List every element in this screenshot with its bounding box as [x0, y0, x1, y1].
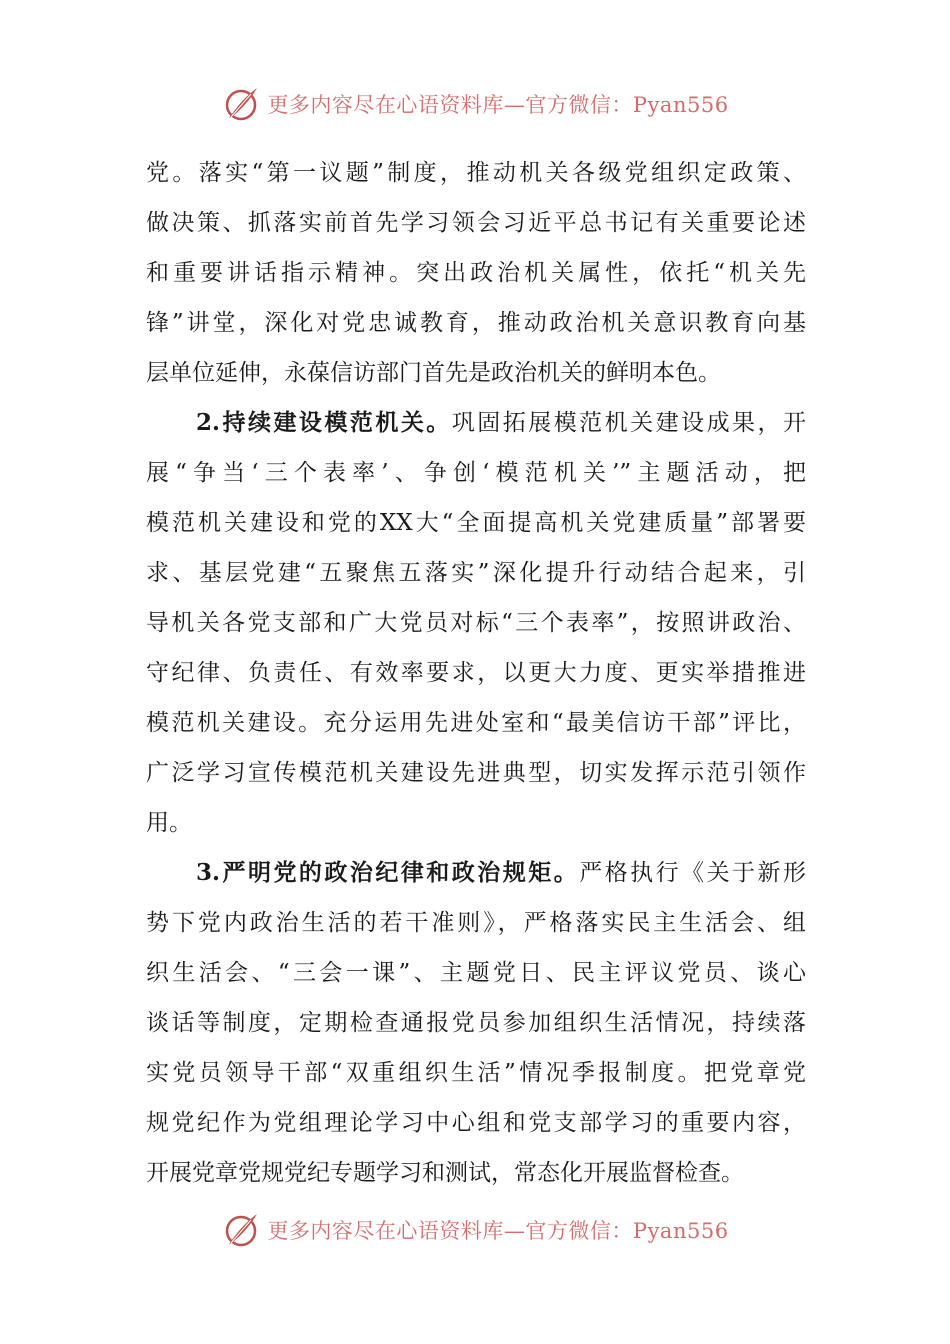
text-line: 模范机关建设。充分运用先进处室和“最美信访干部”评比， [146, 710, 806, 736]
text-line: 广泛学习宣传模范机关建设先进典型，切实发挥示范引领作 [146, 760, 806, 786]
text-line: 求、基层党建“五聚焦五落实”深化提升行动结合起来，引 [146, 560, 806, 586]
text-line: 守纪律、负责任、有效率要求，以更大力度、更实举措推进 [146, 660, 806, 686]
text-line: 模范机关建设和党的XX大“全面提高机关党建质量”部署要 [146, 510, 806, 536]
section-heading: 2.持续建设模范机关。 [196, 409, 452, 436]
text-run: 严格执行《关于新形 [579, 860, 806, 886]
text-line: 展“争当‘三个表率’、争创‘模范机关’”主题活动，把 [146, 460, 806, 486]
text-line: 规党纪作为党组理论学习中心组和党支部学习的重要内容， [146, 1110, 806, 1136]
document-body [146, 148, 806, 1198]
text-line: 用。 [146, 810, 192, 836]
text-line: 层单位延伸，永葆信访部门首先是政治机关的鲜明本色。 [146, 360, 721, 386]
text-line: 实党员领导干部“双重组织生活”情况季报制度。把党章党 [146, 1060, 806, 1086]
text-line: 党。落实“第一议题”制度，推动机关各级党组织定政策、 [146, 160, 806, 186]
text-line: 和重要讲话指示精神。突出政治机关属性，依托“机关先 [146, 260, 806, 286]
text-line: 锋”讲堂，深化对党忠诚教育，推动政治机关意识教育向基 [146, 310, 806, 336]
text-run: 巩固拓展模范机关建设成果，开 [451, 410, 806, 436]
quill-pen-circle-icon [221, 84, 261, 124]
text-line: 织生活会、“三会一课”、主题党日、民主评议党员、谈心 [146, 960, 806, 986]
paragraph-first-line [146, 848, 806, 898]
watermark-text: 更多内容尽在心语资料库—官方微信：Pyan556 [267, 93, 729, 117]
watermark-header [0, 82, 950, 126]
watermark-text: 更多内容尽在心语资料库—官方微信：Pyan556 [267, 1219, 729, 1243]
text-line: 势下党内政治生活的若干准则》，严格落实民主生活会、组 [146, 910, 806, 936]
text-line: 导机关各党支部和广大党员对标“三个表率”，按照讲政治、 [146, 610, 806, 636]
section-heading: 3.严明党的政治纪律和政治规矩。 [196, 859, 580, 886]
quill-pen-circle-icon [221, 1210, 261, 1250]
paragraph-first-line [146, 398, 806, 448]
text-line: 做决策、抓落实前首先学习领会习近平总书记有关重要论述 [146, 210, 806, 236]
text-line: 谈话等制度，定期检查通报党员参加组织生活情况，持续落 [146, 1010, 806, 1036]
watermark-footer [0, 1208, 950, 1252]
text-line: 开展党章党规党纪专题学习和测试，常态化开展监督检查。 [146, 1160, 744, 1186]
